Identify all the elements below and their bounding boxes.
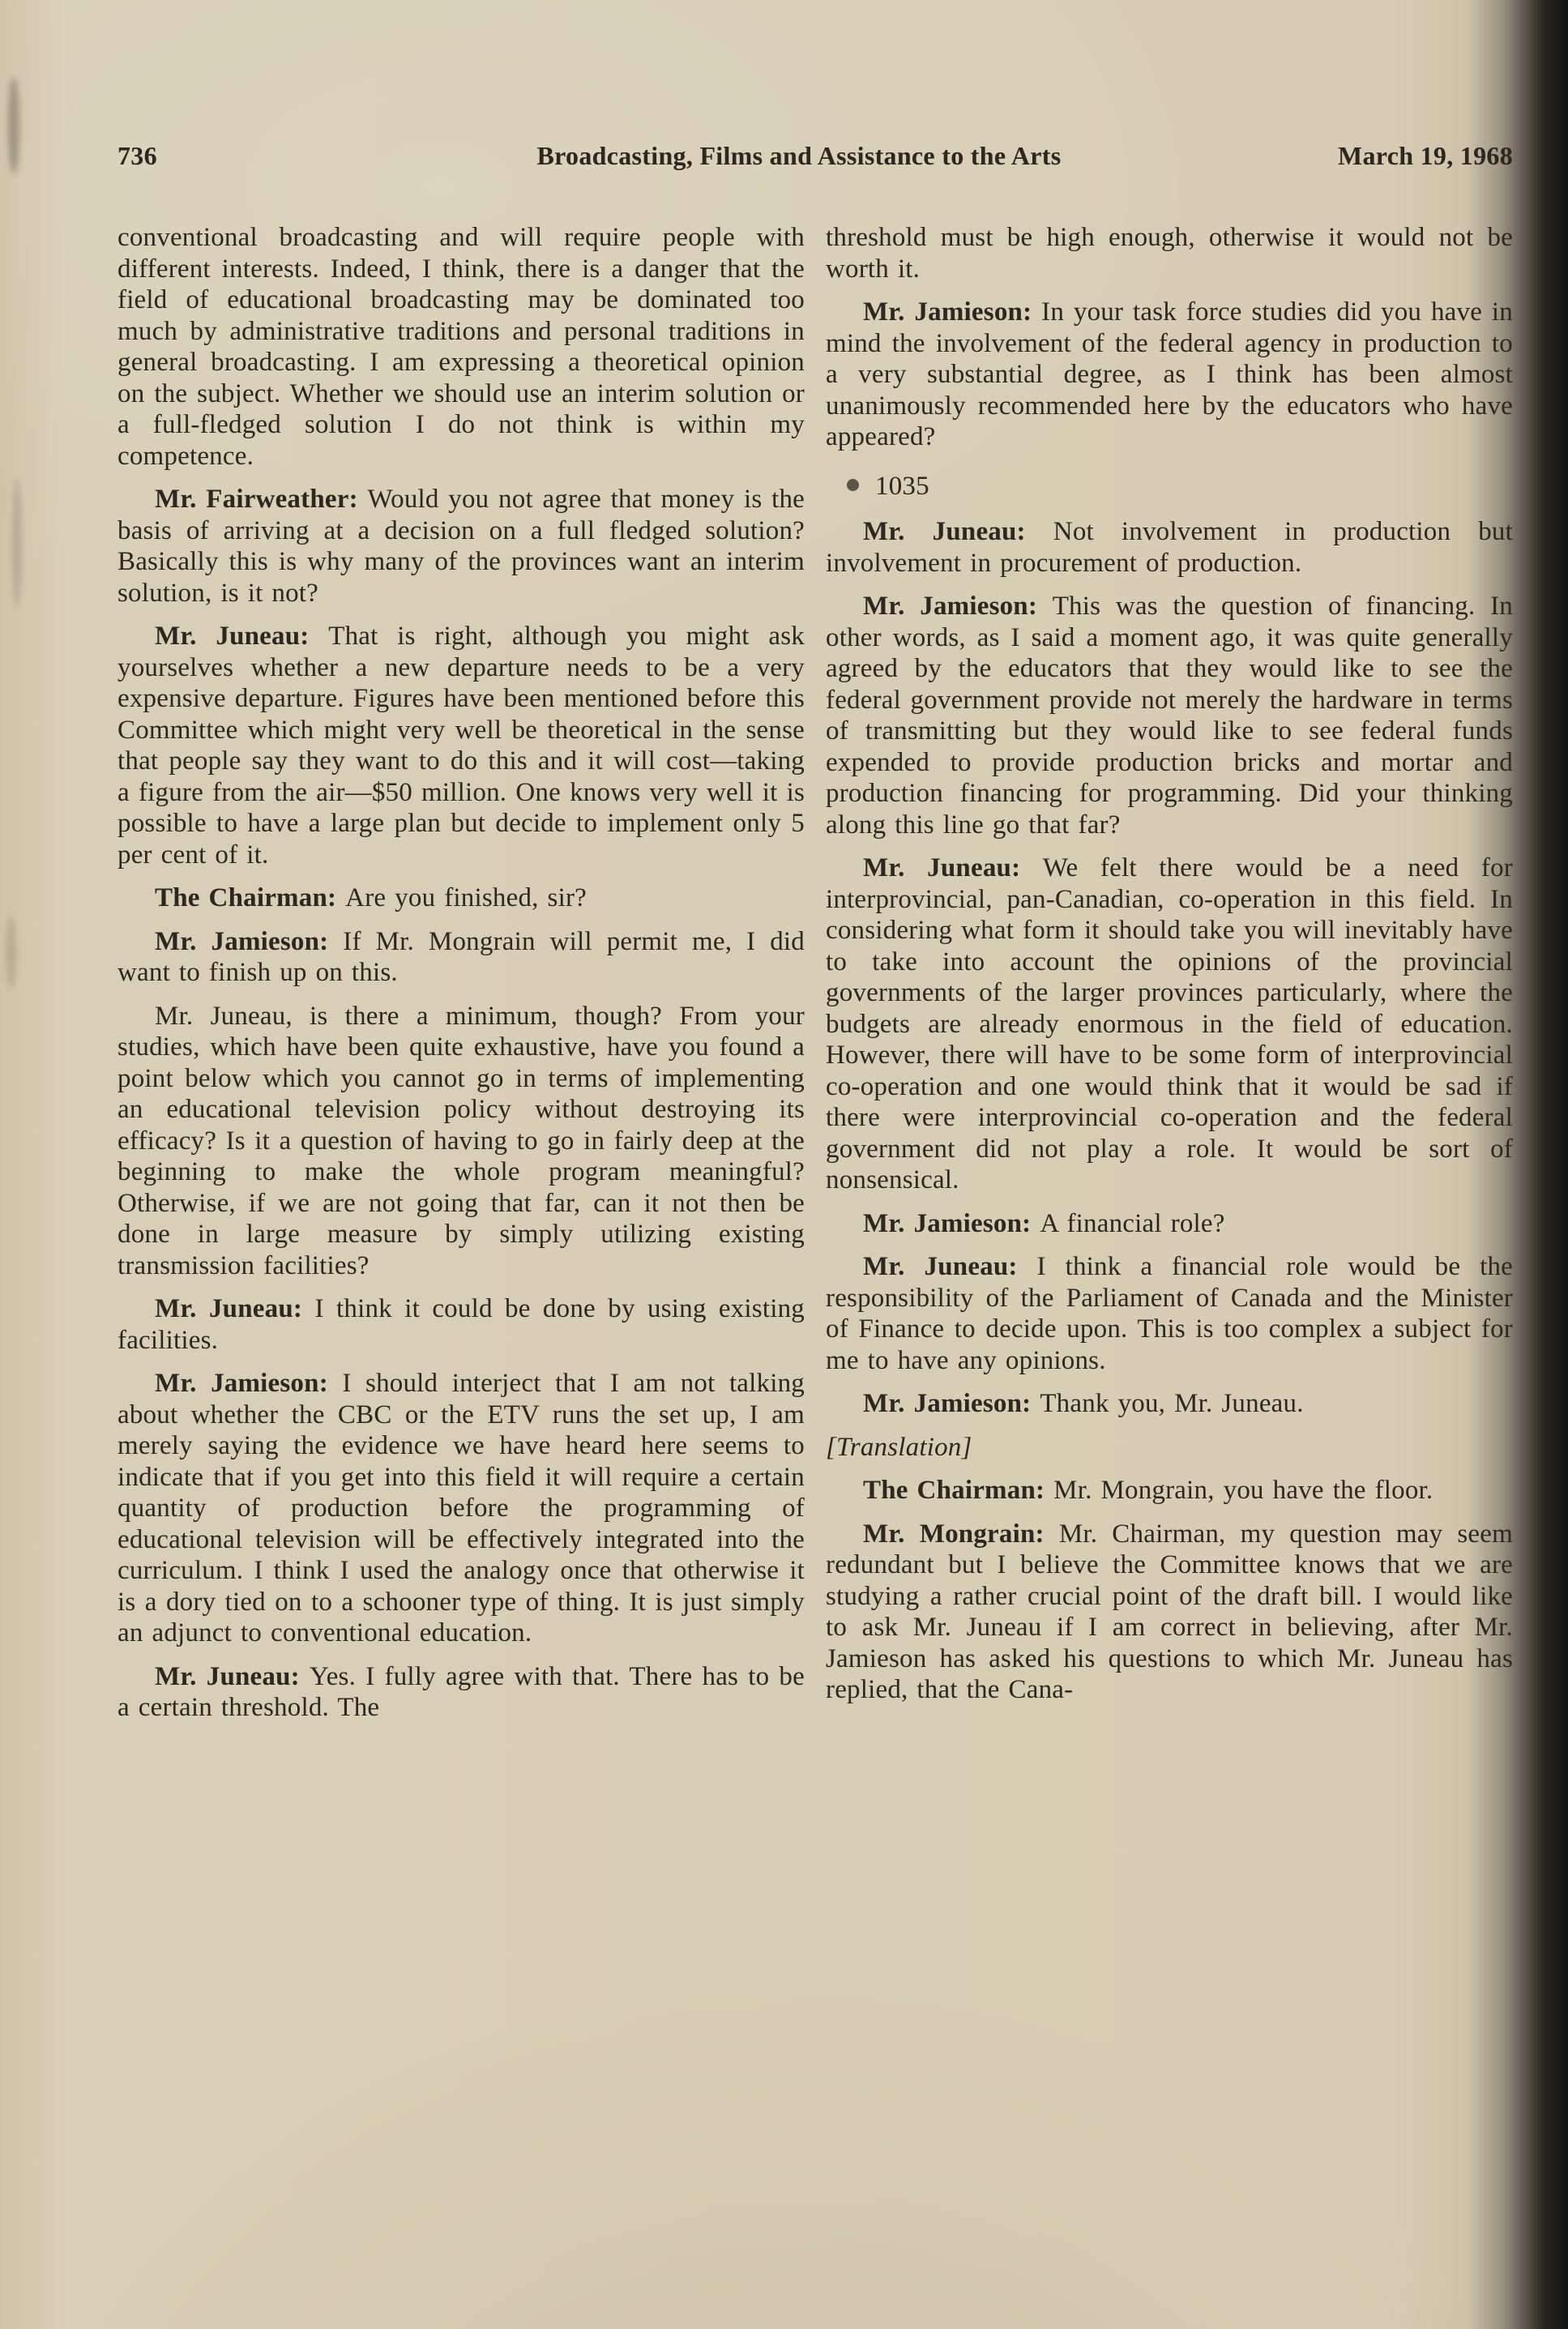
paragraph-text: If Mr. Mongrain will permit me, I did want to finish up on this. bbox=[117, 926, 805, 987]
paragraph-text: conventional broadcasting and will require people with different interests. Indeed, I think, there is a danger that the field of educational broadcasting may be dominated too much by administrative traditions and personal traditions in general broadcasting. I am expressing a theoretical opinion on the subject. Whether we should use an interim solution or a full-fledged solution I do not think is within my competence. bbox=[117, 223, 805, 471]
speech-paragraph bbox=[826, 853, 1513, 1196]
speech-paragraph bbox=[826, 1475, 1513, 1506]
page-date: March 19, 1968 bbox=[1337, 141, 1513, 170]
paragraph-text: I should interject that I am not talking about whether the CBC or the ETV runs the set up, I am merely saying the evidence we have heard here seems to indicate that if you get into this field it will require a certain quantity of production before the programming of educational television will be effectively integrated into the curriculum. I think I used the analogy once that otherwise it is a dory tied on to a schooner type of thing. It is just simply an adjunct to conventional education. bbox=[117, 1369, 805, 1647]
speaker-name: Mr. Jamieson: bbox=[155, 1369, 343, 1398]
paragraph-text: Mr. Mongrain, you have the floor. bbox=[1053, 1476, 1433, 1505]
speech-paragraph bbox=[826, 297, 1513, 453]
paragraph-text: Mr. Chairman, my question may seem redundant but I believe the Committee knows that we are studying a rather crucial point of the draft bill. I would like to ask Mr. Juneau if I am correct in believing, after Mr. Jamieson has asked his questions to which Mr. Juneau has replied, that the Cana- bbox=[826, 1519, 1513, 1704]
speaker-name: Mr. Juneau: bbox=[863, 853, 1043, 882]
left-column bbox=[117, 222, 805, 1736]
speaker-name: Mr. Jamieson: bbox=[863, 1389, 1040, 1418]
paragraph-text: In your task force studies did you have in mind the involvement of the federal agency in production to a very substantial degree, as I think has been almost unanimously recommended here by the educators who have appeared? bbox=[826, 297, 1513, 451]
paragraph-text: threshold must be high enough, otherwise it would not be worth it. bbox=[826, 223, 1513, 284]
speaker-name: Mr. Fairweather: bbox=[155, 485, 368, 514]
paragraph-text: 1035 bbox=[875, 471, 929, 501]
paragraph-text: Thank you, Mr. Juneau. bbox=[1040, 1389, 1304, 1418]
speaker-name: Mr. Juneau: bbox=[863, 517, 1053, 546]
paragraph-text: Are you finished, sir? bbox=[345, 883, 587, 912]
speech-paragraph bbox=[826, 591, 1513, 840]
scan-artifact bbox=[6, 916, 16, 989]
speaker-name: The Chairman: bbox=[863, 1476, 1054, 1505]
speaker-name: Mr. Jamieson: bbox=[155, 926, 344, 956]
speaker-name: Mr. Mongrain: bbox=[863, 1519, 1059, 1549]
page-content bbox=[117, 139, 1513, 1736]
running-header bbox=[117, 139, 1513, 172]
bullet-icon bbox=[847, 479, 859, 491]
speaker-name: Mr. Juneau: bbox=[155, 622, 329, 651]
speech-paragraph bbox=[826, 516, 1513, 579]
paragraph-text: [Translation] bbox=[826, 1432, 972, 1462]
speech-paragraph bbox=[826, 1251, 1513, 1376]
paragraph-text: I think a financial role would be the responsibility of the Parliament of Canada and the Minister of Finance to decide upon. This is too complex a subject for me to have any opinions. bbox=[826, 1252, 1513, 1375]
speech-paragraph bbox=[117, 882, 805, 914]
speech-paragraph bbox=[117, 1661, 805, 1724]
speech-paragraph bbox=[826, 1388, 1513, 1420]
paragraph-text: That is right, although you might ask yourselves whether a new departure needs to be a very expensive departure. Figures have been mentioned before this Committee which might very well be theoretical in the sense that people say they want to do this and it will cost—taking a figure from the air—$50 million. One knows very well it is possible to have a large plan but decide to implement only 5 per cent of it. bbox=[117, 622, 805, 870]
paragraph-text: Yes. I fully agree with that. There has to be a certain threshold. The bbox=[117, 1661, 805, 1722]
speaker-name: Mr. Juneau: bbox=[155, 1294, 315, 1323]
marker-paragraph bbox=[826, 471, 1513, 502]
speaker-name: Mr. Jamieson: bbox=[863, 297, 1042, 327]
paragraph-text: This was the question of financing. In other words, as I said a moment ago, it was quite generally agreed by the educators that they would like to see the federal government provide not merely the hardware in terms of transmitting but they would like to see federal funds expended to provide production bricks and mortar and production financing for programming. Did your thinking along this line go that far? bbox=[826, 592, 1513, 840]
continuation-paragraph bbox=[117, 222, 805, 472]
continuation-paragraph bbox=[826, 222, 1513, 284]
speaker-name: Mr. Jamieson: bbox=[863, 1208, 1040, 1238]
paragraph-text: We felt there would be a need for interprovincial, pan-Canadian, co-operation in this field. In considering what form it should take you will inevitably have to take into account the opinions of the provincial governments of the larger provinces particularly, where the budgets are already enormous in the field of education. However, there will have to be some form of interprovincial co-operation and one would think that it would be sad if there were interprovincial co-operation and the federal government did not play a role. It would be sort of nonsensical. bbox=[826, 853, 1513, 1194]
speech-paragraph bbox=[826, 1519, 1513, 1706]
page-title: Broadcasting, Films and Assistance to the Arts bbox=[536, 141, 1062, 170]
paragraph-text: Would you not agree that money is the basis of arriving at a decision on a full fledged solution? Basically this is why many of the provinces want an interim solution, is it not? bbox=[117, 485, 805, 608]
speech-paragraph bbox=[117, 621, 805, 870]
speaker-name: The Chairman: bbox=[155, 883, 346, 912]
speaker-name: Mr. Juneau: bbox=[863, 1252, 1037, 1281]
paragraph-text: Mr. Juneau, is there a minimum, though? From your studies, which have been quite exhaustive, have you found a point below which you cannot go in terms of implementing an educational television policy without destroying its efficacy? Is it a question of having to go in fairly deep at the beginning to make the whole program meaningful? Otherwise, if we are not going that far, can it not then be done in large measure by simply utilizing existing transmission facilities? bbox=[117, 1001, 805, 1280]
paragraph-text: I think it could be done by using existing facilities. bbox=[117, 1294, 805, 1355]
paragraph-text: A financial role? bbox=[1040, 1208, 1225, 1238]
scan-artifact bbox=[13, 478, 21, 608]
speech-paragraph bbox=[117, 484, 805, 609]
speech-paragraph bbox=[117, 926, 805, 989]
paragraph-text: Not involvement in production but involvement in procurement of production. bbox=[826, 517, 1513, 578]
speech-paragraph bbox=[117, 1368, 805, 1649]
speech-paragraph bbox=[117, 1293, 805, 1356]
right-column bbox=[826, 222, 1513, 1736]
translation-paragraph bbox=[826, 1432, 1513, 1464]
text-columns bbox=[117, 222, 1513, 1736]
scan-artifact bbox=[8, 77, 19, 174]
page-number: 736 bbox=[117, 141, 157, 170]
speech-paragraph bbox=[826, 1208, 1513, 1240]
speaker-name: Mr. Juneau: bbox=[155, 1661, 310, 1691]
speaker-name: Mr. Jamieson: bbox=[863, 592, 1053, 621]
indent-paragraph bbox=[117, 1001, 805, 1282]
